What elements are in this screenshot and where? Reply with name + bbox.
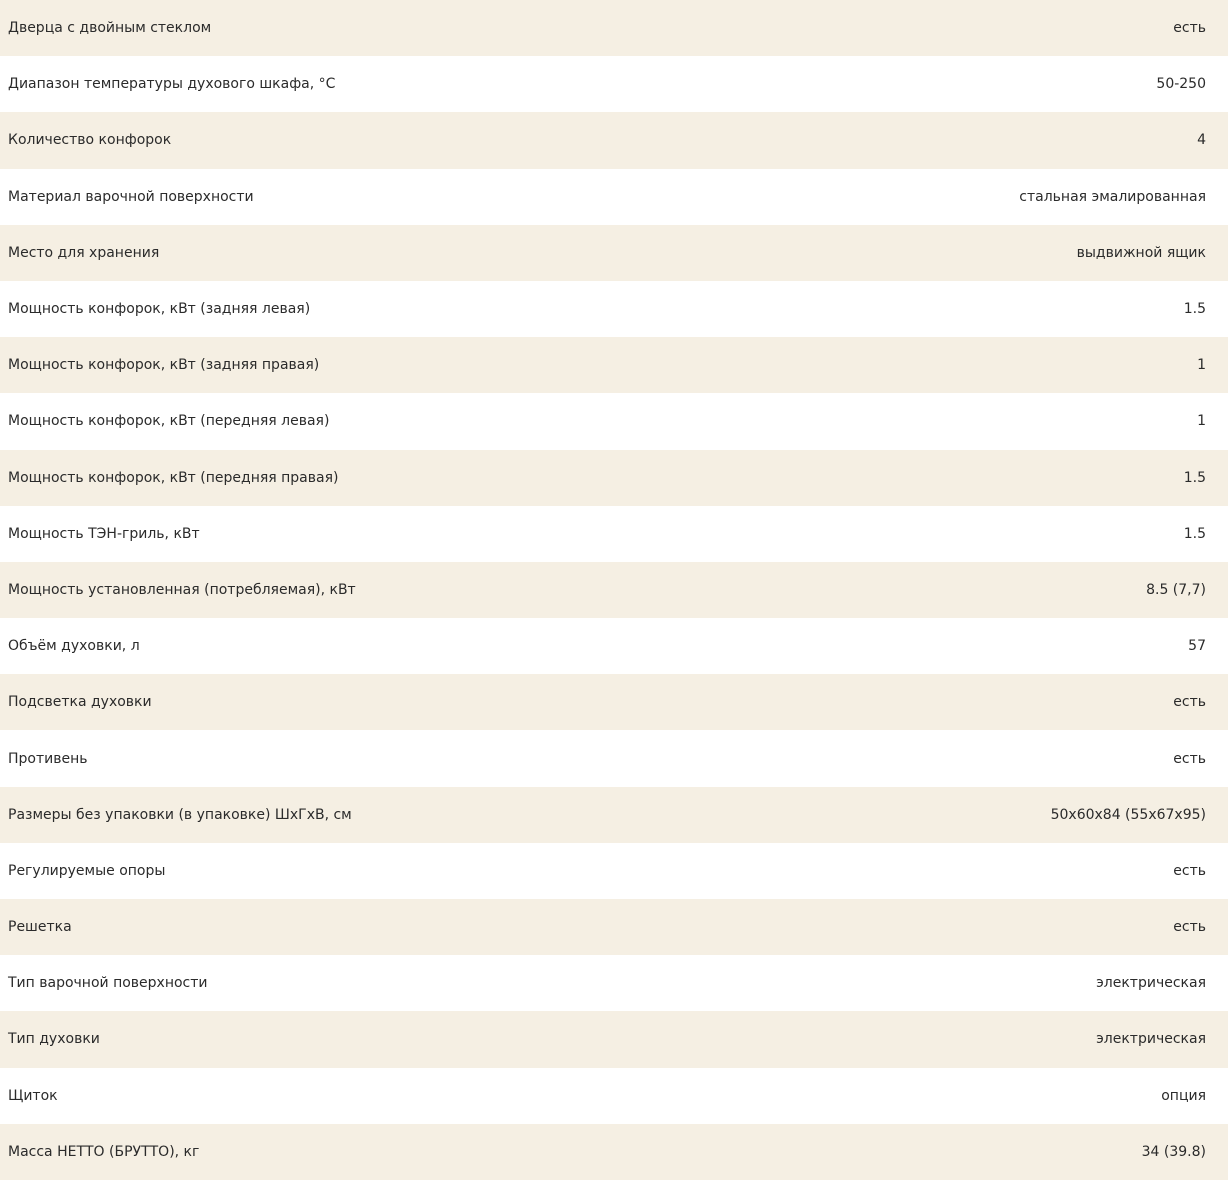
spec-label: Подсветка духовки — [8, 694, 152, 711]
spec-label: Диапазон температуры духового шкафа, °С — [8, 76, 336, 93]
spec-row-adjustable-feet — [0, 843, 1228, 899]
spec-row-grill-element-power — [0, 506, 1228, 562]
spec-row-hob-type — [0, 955, 1228, 1011]
spec-label: Мощность конфорок, кВт (передняя левая) — [8, 413, 330, 430]
spec-row-weight — [0, 1124, 1228, 1180]
spec-row-burner-power-front-right — [0, 450, 1228, 506]
spec-value: 1.5 — [1183, 525, 1206, 542]
spec-value: 34 (39.8) — [1141, 1143, 1206, 1160]
spec-value: есть — [1173, 750, 1206, 767]
spec-label: Мощность конфорок, кВт (передняя правая) — [8, 469, 339, 486]
spec-row-oven-volume — [0, 618, 1228, 674]
spec-label: Место для хранения — [8, 244, 160, 261]
spec-label: Мощность ТЭН-гриль, кВт — [8, 525, 200, 542]
spec-row-burner-power-front-left — [0, 393, 1228, 449]
spec-row-grid-rack — [0, 899, 1228, 955]
spec-value: опция — [1161, 1087, 1206, 1104]
spec-label: Объём духовки, л — [8, 638, 140, 655]
spec-row-baking-tray — [0, 730, 1228, 786]
spec-row-burner-power-rear-left — [0, 281, 1228, 337]
spec-value: электрическая — [1096, 975, 1206, 992]
spec-label: Мощность конфорок, кВт (задняя правая) — [8, 357, 320, 374]
spec-value: есть — [1173, 20, 1206, 37]
spec-label: Материал варочной поверхности — [8, 188, 254, 205]
spec-value: есть — [1173, 862, 1206, 879]
spec-value: 1.5 — [1183, 469, 1206, 486]
spec-row-oven-light — [0, 674, 1228, 730]
spec-label: Размеры без упаковки (в упаковке) ШхГхВ, см — [8, 806, 352, 823]
spec-value: электрическая — [1096, 1031, 1206, 1048]
spec-label: Масса НЕТТО (БРУТТО), кг — [8, 1143, 200, 1160]
spec-row-burner-power-rear-right — [0, 337, 1228, 393]
spec-value: 50-250 — [1156, 76, 1206, 93]
spec-value: 1 — [1197, 413, 1206, 430]
spec-row-dimensions — [0, 787, 1228, 843]
spec-row-hob-material — [0, 169, 1228, 225]
spec-row-oven-type — [0, 1011, 1228, 1067]
spec-row-oven-temperature-range — [0, 56, 1228, 112]
spec-label: Решетка — [8, 919, 72, 936]
spec-value: 1.5 — [1183, 301, 1206, 318]
spec-label: Противень — [8, 750, 88, 767]
spec-value: есть — [1173, 694, 1206, 711]
spec-value: выдвижной ящик — [1076, 244, 1206, 261]
spec-label: Щиток — [8, 1087, 58, 1104]
spec-row-panel-shield — [0, 1068, 1228, 1124]
spec-label: Дверца с двойным стеклом — [8, 20, 212, 37]
spec-label: Тип варочной поверхности — [8, 975, 208, 992]
spec-value: 1 — [1197, 357, 1206, 374]
spec-label: Мощность конфорок, кВт (задняя левая) — [8, 301, 311, 318]
spec-label: Мощность установленная (потребляемая), кВт — [8, 581, 356, 598]
spec-row-storage-space — [0, 225, 1228, 281]
spec-value: 50x60x84 (55x67x95) — [1050, 806, 1206, 823]
spec-value: 57 — [1188, 638, 1206, 655]
spec-value: стальная эмалированная — [1019, 188, 1206, 205]
spec-label: Количество конфорок — [8, 132, 172, 149]
spec-row-installed-power — [0, 562, 1228, 618]
spec-row-double-glass-door — [0, 0, 1228, 56]
spec-value: 4 — [1197, 132, 1206, 149]
spec-value: 8.5 (7,7) — [1146, 581, 1206, 598]
spec-row-burner-count — [0, 112, 1228, 168]
spec-label: Регулируемые опоры — [8, 862, 166, 879]
spec-label: Тип духовки — [8, 1031, 100, 1048]
spec-value: есть — [1173, 919, 1206, 936]
